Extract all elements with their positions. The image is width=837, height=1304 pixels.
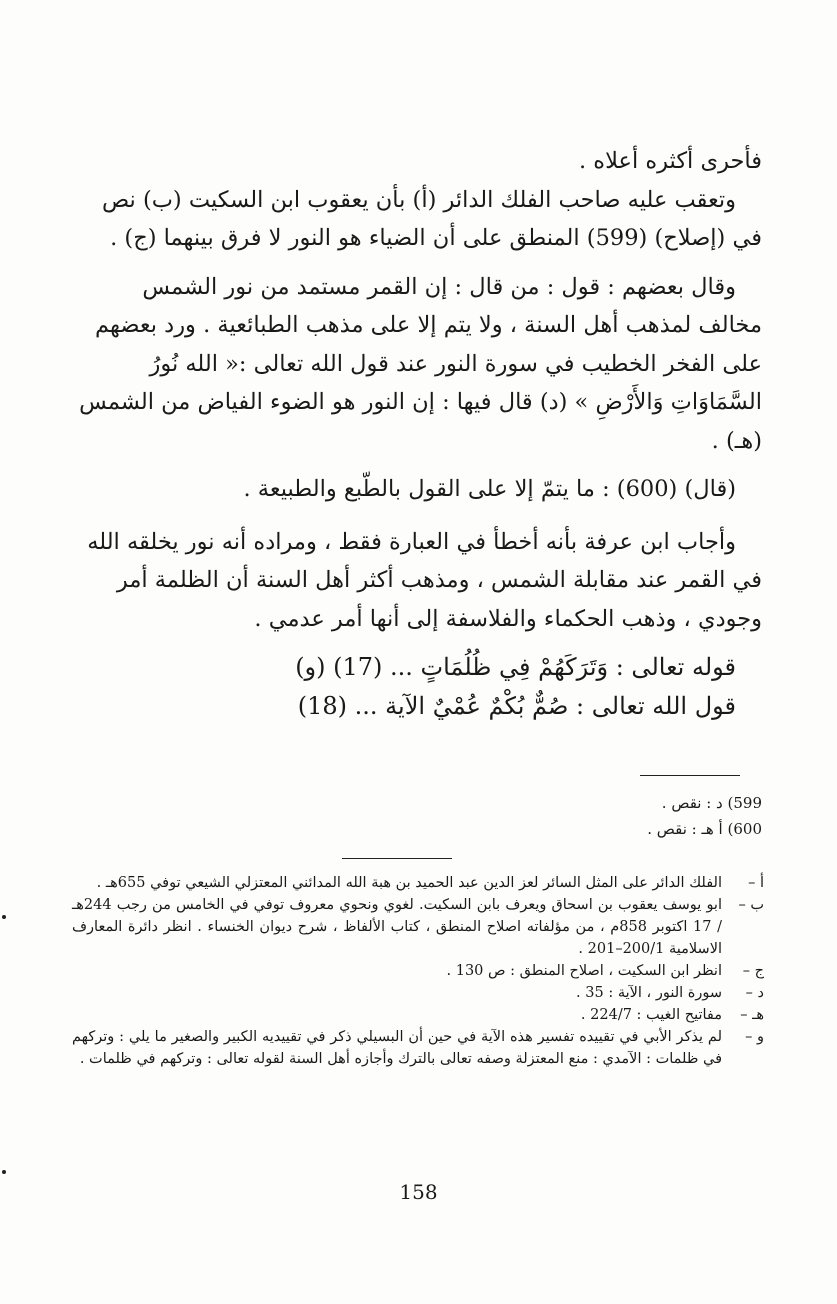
quran-verse: قول الله تعالى : صُمٌّ بُكْمٌ عُمْيٌ الآية ... (18) [297,691,736,720]
footnotes [72,872,764,1070]
footnote-text: سورة النور ، الآية : 35 . [576,985,722,1001]
page-number: 158 [399,1180,438,1204]
footnote-text: ابو يوسف يعقوب بن اسحاق ويعرف بابن السكيت. لغوي ونحوي معروف توفي في الخامس من رجب 244هـ / 17 اكتوبر 858م ، من مؤلفاته اصلاح المنطق ، كتاب الألفاظ ، شرح ديوان الخنساء . انظر دائرة المعارف الاسلامية 200/1–201 . [72,897,722,957]
footnote-marker: ج – [742,963,764,979]
quran-verse: قوله تعالى : وَتَرَكَهُمْ فِي ظُلُمَاتٍ ... (17) (و) [295,653,736,681]
footnote [72,1026,764,1070]
footnote [72,894,764,960]
apparatus-note: 600) أ هـ : نقص . [647,820,762,838]
footnote [72,1004,764,1026]
critical-apparatus [74,790,762,842]
footnote-marker: د – [745,985,764,1001]
footnote [72,960,764,982]
paragraph: وأجاب ابن عرفة بأنه أخطأ في العبارة فقط ، ومراده أنه نور يخلقه الله في القمر عند مقابلة الشمس ، ومذهب أكثر أهل السنة أن الظلمة أمر وجودي ، وذهب الحكماء والفلاسفة إلى أنها أمر عدمي . [87,528,762,632]
footnote-marker: أ – [748,875,764,891]
footnote-text: لم يذكر الأبي في تقييده تفسير هذه الآية في حين أن البسيلي ذكر في تقييديه الكبير والصغير ما يلي : وتركهم في ظلمات : الآمدي : منع المعتزلة وصفه تعالى بالترك وأجازه أهل السنة لقوله تعالى : وتركهم في ظلمات . [72,1029,722,1067]
footnote-text: الفلك الدائر على المثل السائر لعز الدين عبد الحميد بن هبة الله المدائني المعتزلي الشيعي توفي 655هـ . [96,875,722,891]
footnote-marker: هـ – [740,1007,764,1023]
footnote-rule [342,858,452,859]
footnote-text: انظر ابن السكيت ، اصلاح المنطق : ص 130 . [446,963,722,979]
scan-mark [2,915,6,919]
scan-mark [2,1170,6,1174]
footnote-marker: ب – [738,897,764,913]
apparatus-note: 599) د : نقص . [661,794,762,812]
apparatus-rule [640,775,740,776]
paragraph: (قال) (600) : ما يتمّ إلا على القول بالطّبع والطبيعة . [243,476,736,502]
main-text [74,142,762,725]
footnote-text: مفاتيح الغيب : 224/7 . [580,1007,722,1023]
paragraph: وتعقب عليه صاحب الفلك الدائر (أ) بأن يعقوب ابن السكيت (ب) نص في (إصلاح) (599) المنطق على أن الضياء هو النور لا فرق بينهما (ج) . [101,186,762,251]
footnote-marker: و – [745,1029,764,1045]
paragraph: فأحرى أكثره أعلاه . [579,148,762,174]
footnote [72,872,764,894]
paragraph: وقال بعضهم : قول : من قال : إن القمر مستمد من نور الشمس مخالف لمذهب أهل السنة ، ولا يتم إلا على مذهب الطبائعية . ورد بعضهم على الفخر الخطيب في سورة النور عند قول الله تعالى :« الله نُورُ السَّمَاوَاتِ وَالأَرْضِ » (د) قال فيها : إن النور هو الضوء الفياض من الشمس (هـ) . [79,273,762,454]
footnote [72,982,764,1004]
